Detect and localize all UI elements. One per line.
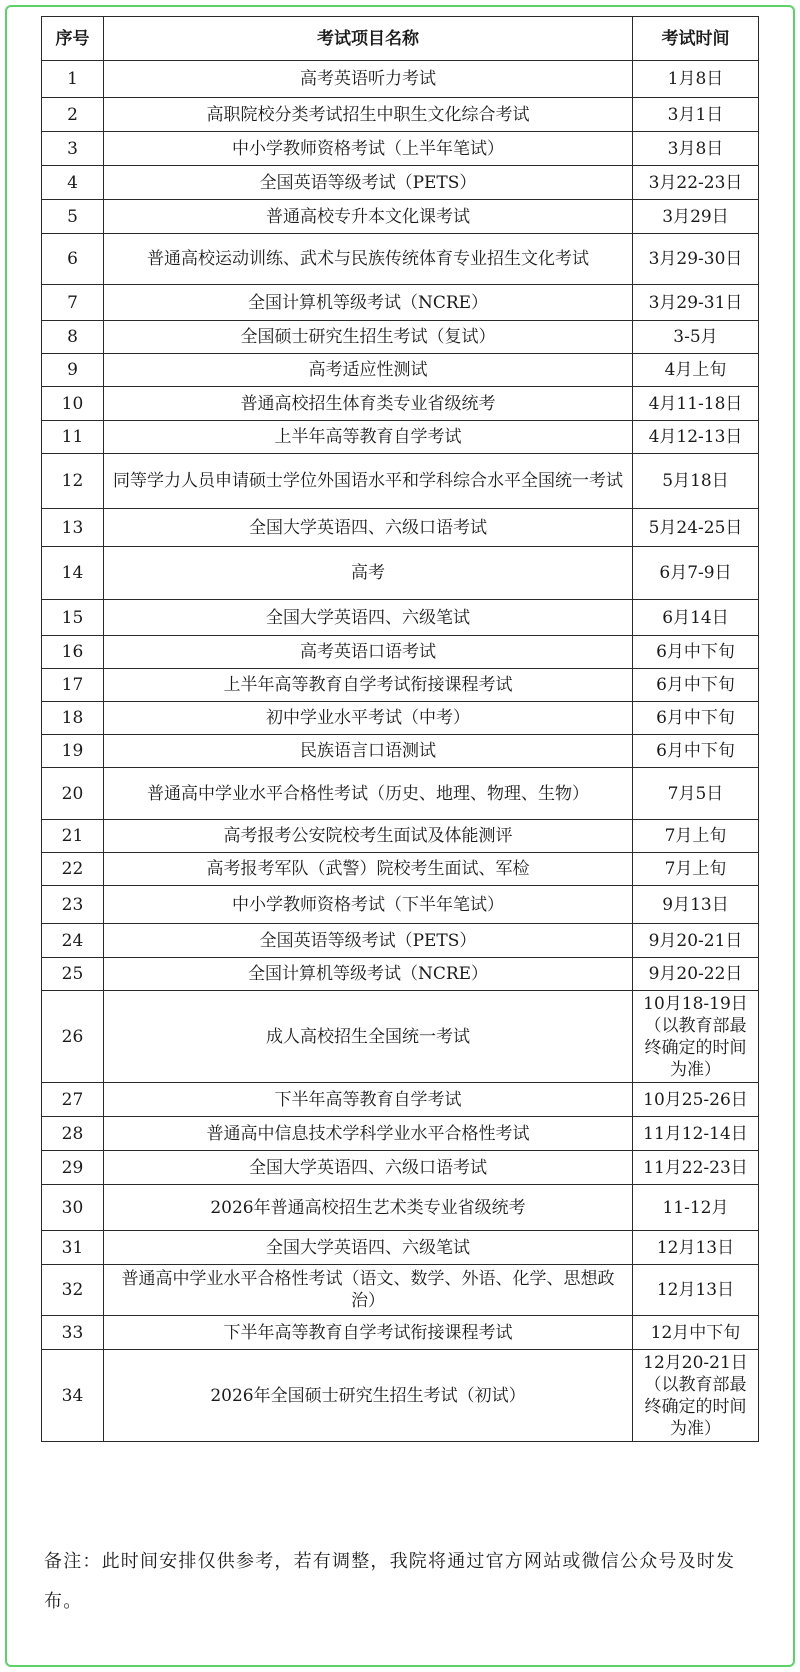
exam-time: 6月中下旬	[633, 636, 759, 669]
table-row	[42, 1083, 759, 1117]
exam-time: 10月25-26日	[633, 1083, 759, 1117]
table-row	[42, 200, 759, 234]
table-row	[42, 132, 759, 166]
exam-name: 民族语言口语测试	[104, 735, 633, 768]
exam-name: 全国大学英语四、六级笔试	[104, 1231, 633, 1265]
table-row	[42, 886, 759, 924]
exam-time: 3月29-31日	[633, 285, 759, 321]
table-row	[42, 1117, 759, 1151]
exam-time: 4月上旬	[633, 354, 759, 387]
exam-name: 全国大学英语四、六级口语考试	[104, 509, 633, 547]
table-row	[42, 1151, 759, 1185]
table-header	[42, 17, 759, 61]
row-number: 26	[42, 991, 104, 1083]
table-row	[42, 421, 759, 454]
table-row	[42, 1316, 759, 1350]
row-number: 17	[42, 669, 104, 702]
exam-time: 3-5月	[633, 321, 759, 354]
exam-name: 2026年普通高校招生艺术类专业省级统考	[104, 1185, 633, 1231]
exam-name: 普通高校招生体育类专业省级统考	[104, 387, 633, 421]
table-row	[42, 735, 759, 768]
row-number: 14	[42, 547, 104, 600]
row-number: 31	[42, 1231, 104, 1265]
row-number: 1	[42, 61, 104, 98]
table-row	[42, 702, 759, 735]
row-number: 15	[42, 600, 104, 636]
row-number: 4	[42, 166, 104, 200]
exam-name: 高考英语听力考试	[104, 61, 633, 98]
exam-time: 6月中下旬	[633, 669, 759, 702]
exam-name: 全国计算机等级考试（NCRE）	[104, 958, 633, 991]
exam-name: 全国硕士研究生招生考试（复试）	[104, 321, 633, 354]
exam-name: 中小学教师资格考试（下半年笔试）	[104, 886, 633, 924]
row-number: 11	[42, 421, 104, 454]
row-number: 12	[42, 454, 104, 509]
exam-schedule-table	[41, 16, 759, 1442]
row-number: 6	[42, 234, 104, 285]
row-number: 9	[42, 354, 104, 387]
exam-name: 下半年高等教育自学考试	[104, 1083, 633, 1117]
exam-time: 7月5日	[633, 768, 759, 820]
exam-time: 10月18-19日（以教育部最终确定的时间为准）	[633, 991, 759, 1083]
exam-time: 4月11-18日	[633, 387, 759, 421]
table-row	[42, 547, 759, 600]
row-number: 25	[42, 958, 104, 991]
row-number: 18	[42, 702, 104, 735]
row-number: 3	[42, 132, 104, 166]
table-row	[42, 600, 759, 636]
table-row	[42, 285, 759, 321]
exam-time: 11-12月	[633, 1185, 759, 1231]
exam-name: 上半年高等教育自学考试衔接课程考试	[104, 669, 633, 702]
exam-time: 12月中下旬	[633, 1316, 759, 1350]
row-number: 23	[42, 886, 104, 924]
exam-name: 全国英语等级考试（PETS）	[104, 924, 633, 958]
exam-name: 2026年全国硕士研究生招生考试（初试）	[104, 1350, 633, 1442]
table-row	[42, 636, 759, 669]
table-row	[42, 61, 759, 98]
exam-time: 3月29-30日	[633, 234, 759, 285]
table-row	[42, 1350, 759, 1442]
exam-name: 全国计算机等级考试（NCRE）	[104, 285, 633, 321]
exam-name: 全国大学英语四、六级口语考试	[104, 1151, 633, 1185]
row-number: 33	[42, 1316, 104, 1350]
exam-time: 1月8日	[633, 61, 759, 98]
table-row	[42, 853, 759, 886]
exam-name: 普通高校专升本文化课考试	[104, 200, 633, 234]
row-number: 20	[42, 768, 104, 820]
row-number: 10	[42, 387, 104, 421]
table-row	[42, 166, 759, 200]
table-row	[42, 820, 759, 853]
table-row	[42, 234, 759, 285]
table-row	[42, 1265, 759, 1316]
row-number: 32	[42, 1265, 104, 1316]
exam-time: 5月24-25日	[633, 509, 759, 547]
exam-time: 12月13日	[633, 1265, 759, 1316]
exam-name: 全国大学英语四、六级笔试	[104, 600, 633, 636]
table-row	[42, 1231, 759, 1265]
table-row	[42, 387, 759, 421]
exam-time: 12月20-21日（以教育部最终确定的时间为准）	[633, 1350, 759, 1442]
header-exam-name: 考试项目名称	[104, 17, 633, 61]
row-number: 16	[42, 636, 104, 669]
exam-name: 普通高中学业水平合格性考试（语文、数学、外语、化学、思想政治）	[104, 1265, 633, 1316]
exam-name: 普通高中学业水平合格性考试（历史、地理、物理、生物）	[104, 768, 633, 820]
table-row	[42, 991, 759, 1083]
row-number: 24	[42, 924, 104, 958]
row-number: 5	[42, 200, 104, 234]
exam-name: 初中学业水平考试（中考）	[104, 702, 633, 735]
table-row	[42, 509, 759, 547]
table-row	[42, 958, 759, 991]
header-row	[42, 17, 759, 61]
exam-name: 同等学力人员申请硕士学位外国语水平和学科综合水平全国统一考试	[104, 454, 633, 509]
exam-time: 3月1日	[633, 98, 759, 132]
exam-name: 普通高校运动训练、武术与民族传统体育专业招生文化考试	[104, 234, 633, 285]
exam-time: 6月14日	[633, 600, 759, 636]
exam-time: 5月18日	[633, 454, 759, 509]
table-row	[42, 454, 759, 509]
row-number: 21	[42, 820, 104, 853]
exam-name: 高考报考军队（武警）院校考生面试、军检	[104, 853, 633, 886]
table-row	[42, 924, 759, 958]
row-number: 29	[42, 1151, 104, 1185]
exam-time: 7月上旬	[633, 853, 759, 886]
table-row	[42, 321, 759, 354]
row-number: 28	[42, 1117, 104, 1151]
row-number: 8	[42, 321, 104, 354]
footnote: 备注：此时间安排仅供参考，若有调整，我院将通过官方网站或微信公众号及时发布。	[44, 1551, 736, 1612]
exam-time: 11月22-23日	[633, 1151, 759, 1185]
row-number: 7	[42, 285, 104, 321]
header-number: 序号	[42, 17, 104, 61]
exam-time: 7月上旬	[633, 820, 759, 853]
exam-name: 高考适应性测试	[104, 354, 633, 387]
exam-name: 普通高中信息技术学科学业水平合格性考试	[104, 1117, 633, 1151]
table-row	[42, 669, 759, 702]
table-row	[42, 354, 759, 387]
exam-time: 3月22-23日	[633, 166, 759, 200]
exam-name: 高职院校分类考试招生中职生文化综合考试	[104, 98, 633, 132]
exam-time: 9月13日	[633, 886, 759, 924]
exam-time: 11月12-14日	[633, 1117, 759, 1151]
row-number: 19	[42, 735, 104, 768]
exam-name: 全国英语等级考试（PETS）	[104, 166, 633, 200]
exam-time: 6月中下旬	[633, 735, 759, 768]
table-row	[42, 98, 759, 132]
table-row	[42, 1185, 759, 1231]
exam-name: 成人高校招生全国统一考试	[104, 991, 633, 1083]
row-number: 30	[42, 1185, 104, 1231]
exam-name: 高考	[104, 547, 633, 600]
header-exam-time: 考试时间	[633, 17, 759, 61]
table-row	[42, 768, 759, 820]
row-number: 2	[42, 98, 104, 132]
table-body	[42, 61, 759, 1442]
exam-time: 6月7-9日	[633, 547, 759, 600]
row-number: 13	[42, 509, 104, 547]
exam-time: 9月20-22日	[633, 958, 759, 991]
row-number: 27	[42, 1083, 104, 1117]
row-number: 22	[42, 853, 104, 886]
exam-time: 9月20-21日	[633, 924, 759, 958]
exam-time: 4月12-13日	[633, 421, 759, 454]
exam-time: 3月8日	[633, 132, 759, 166]
exam-name: 高考报考公安院校考生面试及体能测评	[104, 820, 633, 853]
row-number: 34	[42, 1350, 104, 1442]
exam-time: 6月中下旬	[633, 702, 759, 735]
exam-time: 3月29日	[633, 200, 759, 234]
exam-name: 高考英语口语考试	[104, 636, 633, 669]
exam-name: 下半年高等教育自学考试衔接课程考试	[104, 1316, 633, 1350]
exam-name: 上半年高等教育自学考试	[104, 421, 633, 454]
exam-time: 12月13日	[633, 1231, 759, 1265]
exam-name: 中小学教师资格考试（上半年笔试）	[104, 132, 633, 166]
